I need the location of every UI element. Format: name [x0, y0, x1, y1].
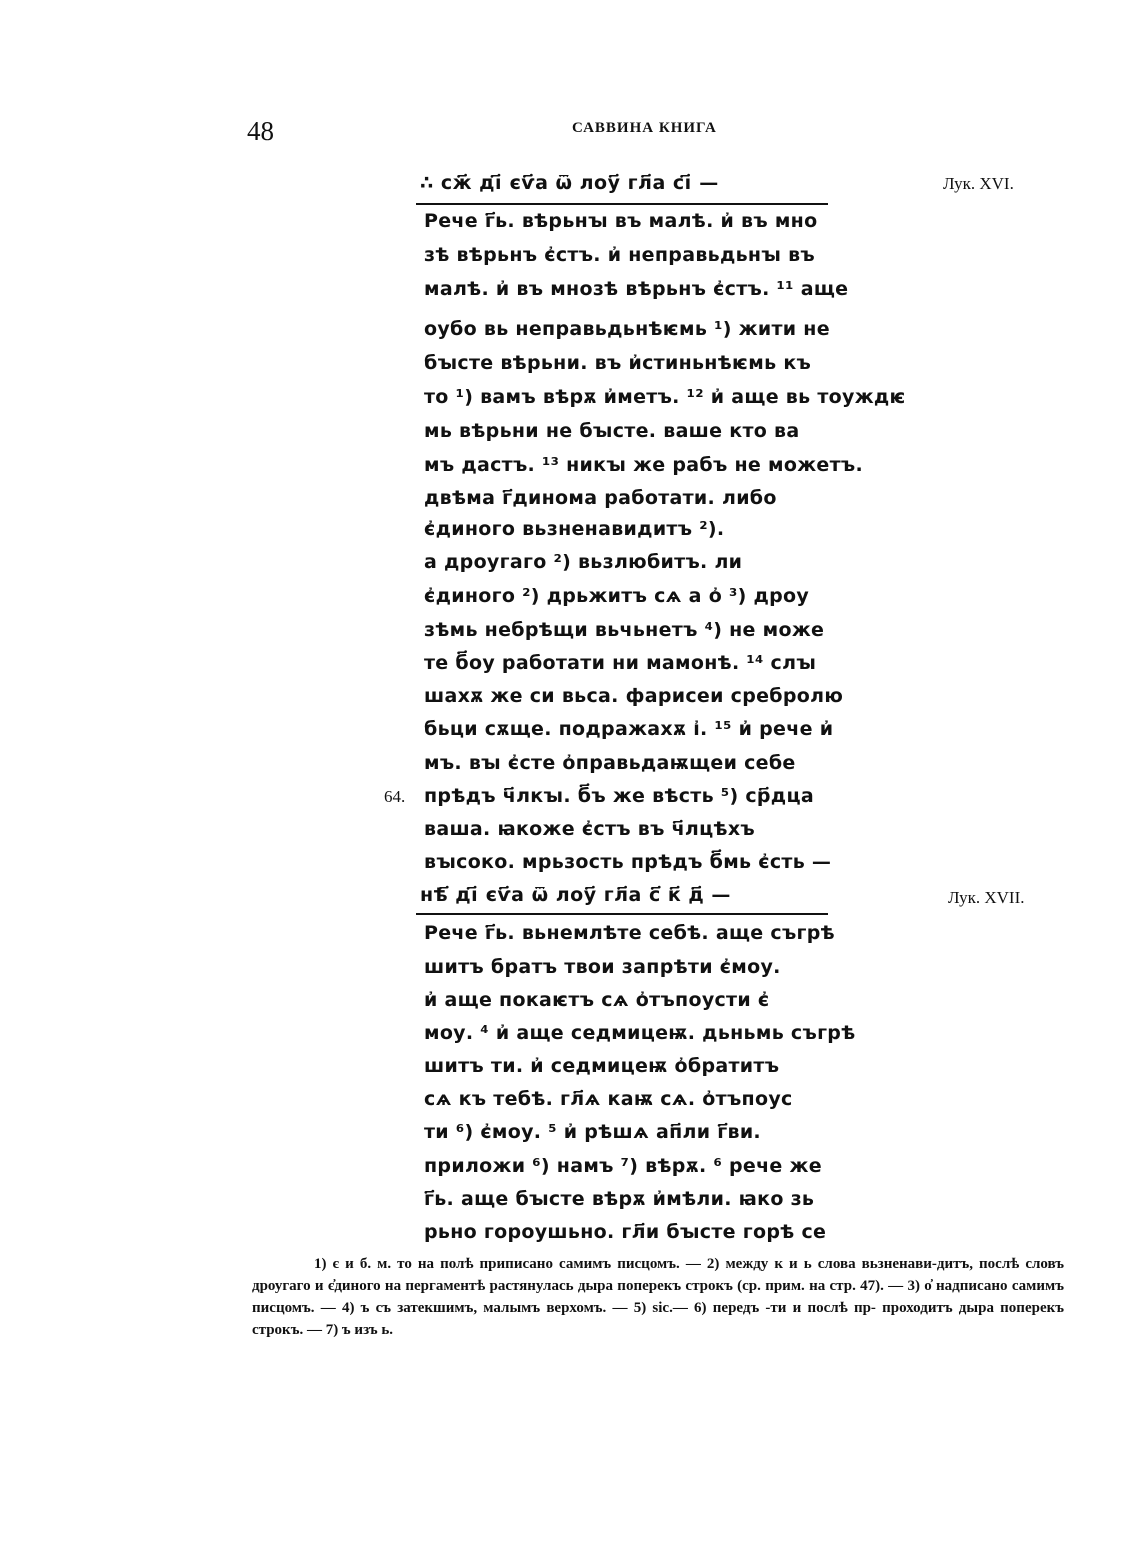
- rubric-heading: ∴ сж҃ дı҃ єѵ҃а ѿ лоу҃ гл҃а сı҃ —: [420, 172, 719, 194]
- text-line: прѣдъ ч҃лкꙑ. б҃ъ же вѣсть ⁵) ср҃дца: [424, 785, 814, 807]
- text-line: моу. ⁴ и҆ аще седмицеѭ. дьньмь съгрѣ: [424, 1022, 856, 1044]
- text-line: Рече г҃ь. вѣрьнꙑ въ малѣ. и҆ въ мно: [424, 210, 818, 232]
- running-title: САВВИНА КНИГА: [572, 120, 717, 136]
- leaf-number: 64.: [384, 787, 406, 806]
- text-line: мъ дастъ. ¹³ никꙑ же рабъ не можетъ.: [424, 454, 864, 476]
- text-line: те б҃оу работати ни мамонѣ. ¹⁴ слꙑ: [424, 652, 817, 674]
- text-line: вꙑсоко. мрьзость прѣдъ б҃мь є҆сть —: [424, 851, 832, 873]
- footnote-text: 1) є и б. м. то на полѣ приписано самимъ писцомъ. — 2) между к и ь слова вьзненави-дитъ, послѣ словъ дроугаго и є҆диного на пергаментѣ растянулась дыра поперекъ строкъ (ср. прим. на стр. 47). — 3) о҆ надписано самимъ писцомъ. — 4) ъ съ затекшимъ, малымъ верхомъ. — 5) sic.— 6) передъ -ти и послѣ пр- проходитъ дыра поперекъ строкъ. — 7) ъ изъ ь.: [252, 1256, 1064, 1338]
- footnotes: [252, 1253, 1064, 1341]
- text-line: малѣ. и҆ въ мнозѣ вѣрьнъ є҆стъ. ¹¹ аще: [424, 278, 849, 300]
- text-line: шитъ ти. и҆ седмицеѭ о҆братитъ: [424, 1055, 780, 1077]
- text-line: то ¹) вамъ вѣрѫ и҆метъ. ¹² и҆ аще вь тоуждѥ: [424, 386, 906, 408]
- text-line: є҆диного ²) дрьжитъ сѧ а о҆ ³) дроу: [424, 585, 810, 607]
- text-line: шитъ братъ твои запрѣти є҆моу.: [424, 956, 781, 978]
- text-line: ваша. ꙗкоже є҆стъ въ ч҃лцѣхъ: [424, 818, 755, 840]
- text-line: ти ⁶) є҆моу. ⁵ и҆ рѣшѧ ап҃ли г҃ви.: [424, 1121, 761, 1143]
- text-line: Рече г҃ь. вьнемлѣте себѣ. аще съгрѣ: [424, 922, 835, 944]
- text-line: приложи ⁶) намъ ⁷) вѣрѫ. ⁶ рече же: [424, 1155, 822, 1177]
- text-line: мъ. вꙑ є҆сте о҆правьдаѭщеи себе: [424, 752, 796, 774]
- text-line: є҆диного вьзненавидитъ ²).: [424, 518, 725, 540]
- text-line: сѧ къ тебѣ. гл҃ѧ каѭ сѧ. о҆тъпоус: [424, 1088, 793, 1110]
- margin-ref-luke-16: Лук. XVI.: [943, 174, 1014, 193]
- text-line: г҃ь. аще бꙑсте вѣрѫ и҆мѣли. ꙗко зь: [424, 1188, 815, 1210]
- rubric-heading: нѣ҃ дı҃ єѵ҃а ѿ лоу҃ гл҃а с҃ к҃ д҃ —: [420, 884, 731, 906]
- rubric-rule: [416, 913, 828, 915]
- rubric-rule: [416, 203, 828, 205]
- text-line: зѣ вѣрьнъ є҆стъ. и҆ неправьдьнꙑ въ: [424, 244, 815, 266]
- text-line: мь вѣрьни не бꙑсте. ваше кто ва: [424, 420, 800, 442]
- margin-ref-luke-17: Лук. XVII.: [948, 888, 1025, 907]
- text-line: бꙑсте вѣрьни. въ и҆стиньнѣѥмь къ: [424, 352, 812, 374]
- text-line: а дроугаго ²) вьзлюбитъ. ли: [424, 551, 743, 573]
- text-line: шахѫ же си вьса. фарисеи сребролю: [424, 685, 844, 707]
- text-line: рьно гороушьно. гл҃и бꙑсте горѣ се: [424, 1221, 827, 1243]
- page-number: 48: [247, 116, 274, 146]
- text-line: бьци сѫще. подражахѫ і҆. ¹⁵ и҆ рече и҆: [424, 718, 834, 740]
- text-line: зѣмь небрѣщи вьчьнетъ ⁴) не може: [424, 619, 825, 641]
- text-line: и҆ аще покаѥтъ сѧ о҆тъпоусти є҆: [424, 989, 770, 1011]
- text-line: двѣма г҃динома работати. либо: [424, 487, 777, 509]
- text-line: оубо вь неправьдьнѣѥмь ¹) жити не: [424, 318, 830, 340]
